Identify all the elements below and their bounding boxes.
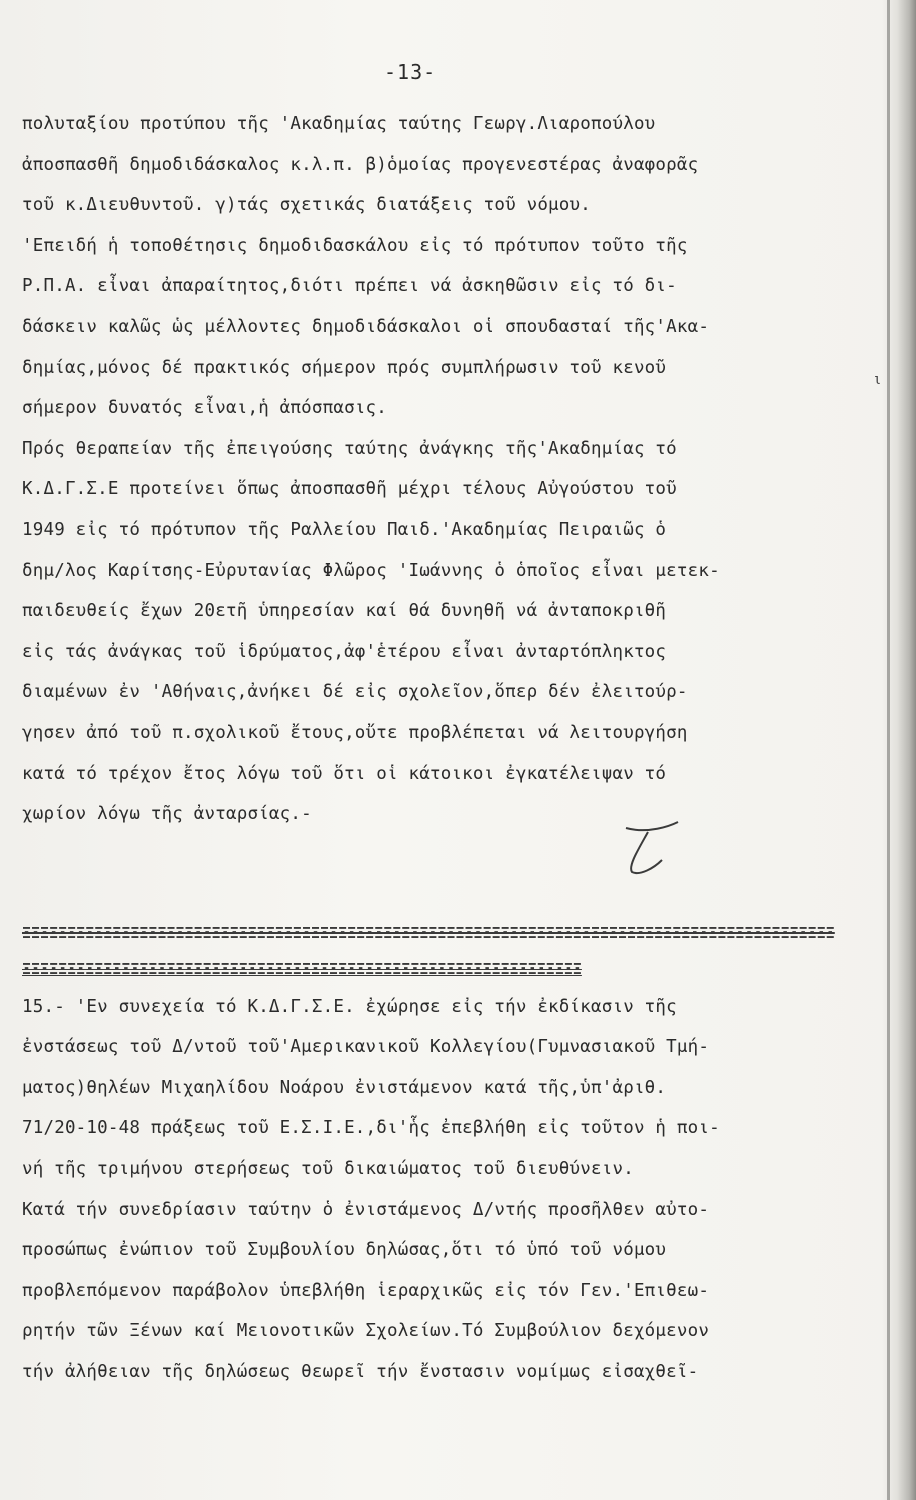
text-line: προσώπως ἐνώπιον τοῦ Συμβουλίου δηλώσας,ὅτι τό ὑπό τοῦ νόμου: [22, 1240, 667, 1261]
text-line: κατά τό τρέχον ἔτος λόγω τοῦ ὅτι οἱ κάτοικοι ἐγκατέλειψαν τό: [22, 763, 667, 784]
text-line: 15.- 'Εν συνεχεία τό Κ.Δ.Γ.Σ.Ε. ἐχώρησε εἰς τήν ἐκδίκασιν τῆς: [22, 996, 677, 1017]
paragraph-2: [22, 987, 882, 1393]
text-line: Κατά τήν συνεδρίασιν ταύτην ὁ ἐνιστάμενος Δ/ντής προσῆλθεν αὐτο-: [22, 1199, 710, 1220]
text-line: προβλεπόμενον παράβολον ὑπεβλήθη ἱεραρχικῶς εἰς τόν Γεν.'Επιθεω-: [22, 1280, 710, 1301]
text-line: ρητήν τῶν Ξένων καί Μειονοτικῶν Σχολείων.Τό Συμβούλιον δεχόμενον: [22, 1321, 710, 1342]
text-line: παιδευθείς ἔχων 20ετῆ ὑπηρεσίαν καί θά δυνηθῆ νά ἀνταποκριθῆ: [22, 601, 667, 622]
text-line: 1949 εἰς τό πρότυπον τῆς Ραλλείου Παιδ.'Ακαδημίας Πειραιῶς ὁ: [22, 519, 667, 540]
text-line: 71/20-10-48 πράξεως τοῦ Ε.Σ.Ι.Ε.,δι'ἧς ἐπεβλήθη εἰς τοῦτον ἡ ποι-: [22, 1118, 720, 1139]
handwritten-correction-mark: [618, 820, 688, 880]
text-line: 'Επειδή ἡ τοποθέτησις δημοδιδασκάλου εἰς τό πρότυπον τοῦτο τῆς: [22, 235, 688, 256]
paragraph-1: [22, 104, 882, 835]
text-line: δημίας,μόνος δέ πρακτικός σήμερον πρός συμπλήρωσιν τοῦ κενοῦ: [22, 357, 667, 378]
text-line: τήν ἀλήθειαν τῆς δηλώσεως θεωρεῖ τήν ἔνστασιν νομίμως εἰσαχθεῖ-: [22, 1362, 699, 1383]
text-line: ἀποσπασθῆ δημοδιδάσκαλος κ.λ.π. β)ὁμοίας προγενεστέρας ἀναφορᾶς: [22, 154, 699, 175]
text-line: ἐνστάσεως τοῦ Δ/ντοῦ τοῦ'Αμερικανικοῦ Κολλεγίου(Γυμνασιακοῦ Τμή-: [22, 1037, 710, 1058]
text-line: δάσκειν καλῶς ὡς μέλλοντες δημοδιδάσκαλοι οἱ σπουδασταί τῆς'Ακα-: [22, 316, 710, 337]
struck-out-text: [22, 915, 882, 987]
text-line: γησεν ἀπό τοῦ π.σχολικοῦ ἔτους,οὔτε προβλέπεται νά λειτουργήση: [22, 722, 688, 743]
struck-line: ΞΞΞΞΞΞΞΞΞΞΞΞΞΞΞΞΞΞΞΞΞΞΞΞΞΞΞΞΞΞΞΞΞΞΞΞΞΞΞΞΞΞΞΞΞΞΞΞΞΞΞΞΞΞΞΞΞΞΞΞΞΞ: [22, 959, 582, 978]
text-line: Ρ.Π.Α. εἶναι ἀπαραίτητος,διότι πρέπει νά ἀσκηθῶσιν εἰς τό δι-: [22, 276, 677, 297]
text-line: Πρός θεραπείαν τῆς ἐπειγούσης ταύτης ἀνάγκης τῆς'Ακαδημίας τό: [22, 438, 677, 459]
text-line: εἰς τάς ἀνάγκας τοῦ ἱδρύματος,ἀφ'ἑτέρου εἶναι ἀνταρτόπληκτος: [22, 641, 667, 662]
page-number: -13-: [384, 60, 437, 84]
text-line: διαμένων ἐν 'Αθήναις,ἀνήκει δέ εἰς σχολεῖον,ὅπερ δέν ἐλειτούρ-: [22, 682, 688, 703]
typed-text: [22, 104, 882, 1393]
text-line: χωρίον λόγω τῆς ἀνταρσίας.-: [22, 804, 312, 825]
text-line: δημ/λος Καρίτσης-Εὐρυτανίας Φλῶρος 'Ιωάννης ὁ ὁποῖος εἶναι μετεκ-: [22, 560, 720, 581]
text-line: πολυταξίου προτύπου τῆς 'Ακαδημίας ταύτης Γεωργ.Λιαροπούλου: [22, 114, 656, 134]
margin-mark: ι: [873, 372, 882, 388]
page-edge-rule: [887, 0, 890, 1500]
struck-line: ΞΞΞΞΞΞΞΞΞΞΞΞΞΞΞΞΞΞΞΞΞΞΞΞΞΞΞΞΞΞΞΞΞΞΞΞΞΞΞΞΞΞΞΞΞΞΞΞΞΞΞΞΞΞΞΞΞΞΞΞΞΞΞΞΞΞΞΞΞΞΞΞΞΞΞΞΞΞΞΞΞΞΞΞΞΞΞΞΞΞ: [22, 923, 835, 942]
text-line: τοῦ κ.Διευθυντοῦ. γ)τάς σχετικάς διατάξεις τοῦ νόμου.: [22, 195, 592, 216]
text-line: Κ.Δ.Γ.Σ.Ε προτείνει ὅπως ἀποσπασθῆ μέχρι τέλους Αὐγούστου τοῦ: [22, 479, 677, 500]
blank-space: [22, 835, 882, 915]
text-line: ματος)θηλέων Μιχαηλίδου Νοάρου ἐνιστάμενον κατά τῆς,ὑπ'ἀριθ.: [22, 1077, 667, 1098]
text-line: σήμερον δυνατός εἶναι,ἡ ἀπόσπασις.: [22, 398, 388, 419]
text-line: νή τῆς τριμήνου στερήσεως τοῦ δικαιώματος τοῦ διευθύνειν.: [22, 1159, 634, 1180]
